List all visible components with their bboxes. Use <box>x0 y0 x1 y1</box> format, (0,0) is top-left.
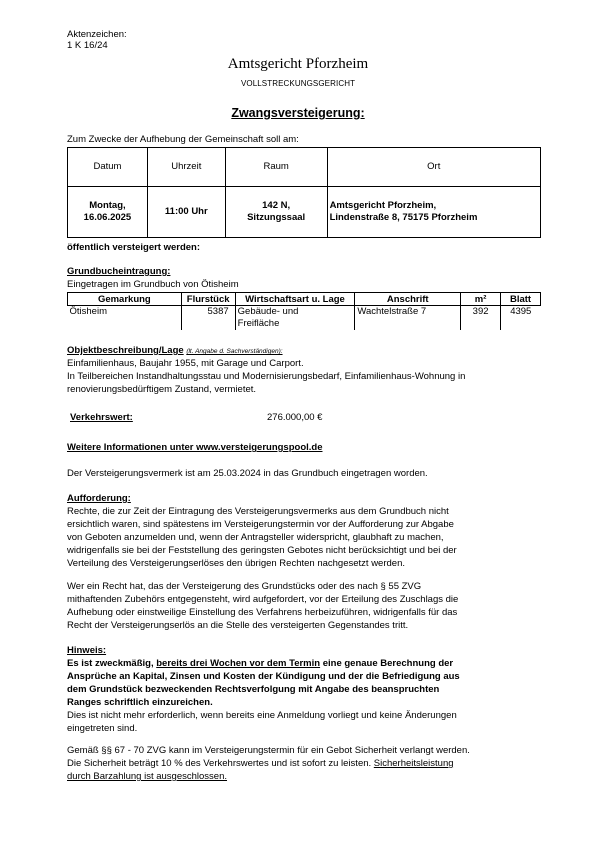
sicherheit-line-2-underlined: Sicherheitsleistung <box>373 758 454 769</box>
court-name: Amtsgericht Pforzheim <box>227 56 369 72</box>
grundbuch-gemarkung: Ötisheim <box>68 306 182 331</box>
sicherheit-line-1: Gemäß §§ 67 - 70 ZVG kann im Versteigerungstermin für ein Gebot Sicherheit verlangt werden. <box>67 745 470 756</box>
grundbuch-flurstueck: 5387 <box>181 306 235 331</box>
verkehrswert-value: 276.000,00 € <box>267 412 323 423</box>
grundbuch-col-flurstueck: Flurstück <box>181 293 235 306</box>
aufforderung-heading: Aufforderung: <box>67 493 131 504</box>
grundbuch-wirtschaftsart-line1: Gebäude- und <box>237 306 299 317</box>
hinweis-bold-line-4: Ranges schriftlich einzureichen. <box>67 697 213 708</box>
aufforderung-p2-line-3: Aufhebung oder einstweilige Einstellung des Verfahrens herbeizuführen, widrigenfalls für das <box>67 607 458 618</box>
termin-raum <box>225 187 327 238</box>
grundbuch-heading: Grundbucheintragung: <box>67 266 171 277</box>
aufforderung-p1-line-5: Verteilung des Versteigerungserlöses den übrigen Rechten nachgesetzt werden. <box>67 558 405 569</box>
termin-header-row <box>68 148 541 187</box>
hinweis-bold-1a: Es ist zweckmäßig, <box>67 658 157 669</box>
grundbuch-header-row <box>68 293 541 306</box>
objekt-heading-line <box>67 345 283 358</box>
aufforderung-p1-line-4: widrigenfalls sie bei der Feststellung des geringsten Gebotes nicht berücksichtigt und bei der <box>67 545 457 556</box>
aktenzeichen-label: Aktenzeichen: <box>67 29 127 40</box>
termin-uhrzeit: 11:00 Uhr <box>147 187 225 238</box>
versteigert-text: öffentlich versteigert werden: <box>67 242 201 253</box>
hinweis-bold-line-2: Ansprüche an Kapital, Zinsen und Kosten der Kündigung und der die Befriedigung aus <box>67 671 460 682</box>
grundbuch-col-blatt: Blatt <box>501 293 541 306</box>
court-subtitle: VOLLSTRECKUNGSGERICHT <box>240 79 356 88</box>
aufforderung-p2-line-1: Wer ein Recht hat, das der Versteigerung des Grundstücks oder des nach § 55 ZVG <box>67 581 422 592</box>
termin-datum <box>68 187 148 238</box>
objekt-line-3: renovierungsbedürftigem Zustand, vermietet. <box>67 384 257 395</box>
termin-header-datum: Datum <box>68 148 148 187</box>
hinweis-bold-1-underlined: bereits drei Wochen vor dem Termin <box>156 658 321 669</box>
hinweis-heading: Hinweis: <box>67 645 107 656</box>
termin-raum-name: Sitzungssaal <box>247 212 306 223</box>
grundbuch-col-wirtschaftsart: Wirtschaftsart u. Lage <box>235 293 355 306</box>
termin-ort-address: Lindenstraße 8, 75175 Pforzheim <box>329 212 478 223</box>
termin-header-uhrzeit: Uhrzeit <box>147 148 225 187</box>
termin-ort-name: Amtsgericht Pforzheim, <box>329 200 437 211</box>
grundbuch-anschrift: Wachtelstraße 7 <box>355 306 461 331</box>
termin-table <box>67 147 541 238</box>
sicherheit-line-2 <box>67 758 454 770</box>
hinweis-normal-line-2: eingetreten sind. <box>67 723 138 734</box>
aufforderung-p1-line-3: von Geboten anzumelden und, wenn der Antragsteller widerspricht, glaubhaft zu machen, <box>67 532 444 543</box>
grundbuch-col-anschrift: Anschrift <box>355 293 461 306</box>
hinweis-bold-1b: eine genaue Berechnung der <box>320 658 454 669</box>
objekt-note: (lt. Angabe d. Sachverständigen): <box>186 348 283 355</box>
grundbuch-blatt: 4395 <box>501 306 541 331</box>
sicherheit-line-3: durch Barzahlung ist ausgeschlossen. <box>67 771 228 782</box>
document-title: Zwangsversteigerung: <box>231 106 365 120</box>
hinweis-bold-line-3: dem Grundstück bezweckenden Rechtsverfolgung mit Angabe des beanspruchten <box>67 684 440 695</box>
aktenzeichen-value: 1 K 16/24 <box>67 40 108 51</box>
objekt-heading: Objektbeschreibung/Lage <box>67 345 184 356</box>
aufforderung-p1-line-2: ersichtlich waren, sind spätestens im Versteigerungstermin vor der Aufforderung zur Abgabe <box>67 519 454 530</box>
sicherheit-line-2a: Die Sicherheit beträgt 10 % des Verkehrswertes und ist sofort zu leisten. <box>67 758 374 769</box>
termin-datum-date: 16.06.2025 <box>83 212 132 223</box>
termin-datum-day: Montag, <box>89 200 126 211</box>
objekt-line-2: In Teilbereichen Instandhaltungsstau und Modernisierungsbedarf, Einfamilienhaus-Wohnung in <box>67 371 466 382</box>
grundbuch-wirtschaftsart <box>235 306 355 331</box>
objekt-line-1: Einfamilienhaus, Baujahr 1955, mit Garage und Carport. <box>67 358 304 369</box>
termin-header-ort: Ort <box>327 148 540 187</box>
aufforderung-p2-line-2: mithaftenden Zubehörs entgegensteht, wird aufgefordert, vor der Erteilung des Zuschlags die <box>67 594 459 605</box>
aufforderung-p2-line-4: Recht der Versteigerungserlös an die Stelle des versteigerten Gegenstandes tritt. <box>67 620 409 631</box>
vermerk-text: Der Versteigerungsvermerk ist am 25.03.2024 in das Grundbuch eingetragen worden. <box>67 468 428 479</box>
weitere-info-link[interactable]: Weitere Informationen unter www.versteigerungspool.de <box>67 442 323 453</box>
grundbuch-col-qm: m² <box>461 293 501 306</box>
verkehrswert-label: Verkehrswert: <box>70 412 133 423</box>
hinweis-bold-line-1 <box>67 658 453 670</box>
grundbuch-qm: 392 <box>461 306 501 331</box>
table-row <box>68 306 541 331</box>
intro-text: Zum Zwecke der Aufhebung der Gemeinschaft soll am: <box>67 134 299 145</box>
aufforderung-p1-line-1: Rechte, die zur Zeit der Eintragung des Versteigerungsvermerks aus dem Grundbuch nicht <box>67 506 449 517</box>
hinweis-normal-line-1: Dies ist nicht mehr erforderlich, wenn bereits eine Anmeldung vorliegt und keine Änderungen <box>67 710 457 721</box>
grundbuch-wirtschaftsart-line2: Freifläche <box>237 318 280 329</box>
termin-raum-number: 142 N, <box>262 200 291 211</box>
grundbuch-col-gemarkung: Gemarkung <box>68 293 182 306</box>
termin-header-raum: Raum <box>225 148 327 187</box>
grundbuch-subline: Eingetragen im Grundbuch von Ötisheim <box>67 279 239 290</box>
termin-value-row <box>68 187 541 238</box>
termin-ort <box>327 187 540 238</box>
grundbuch-table <box>67 292 541 330</box>
